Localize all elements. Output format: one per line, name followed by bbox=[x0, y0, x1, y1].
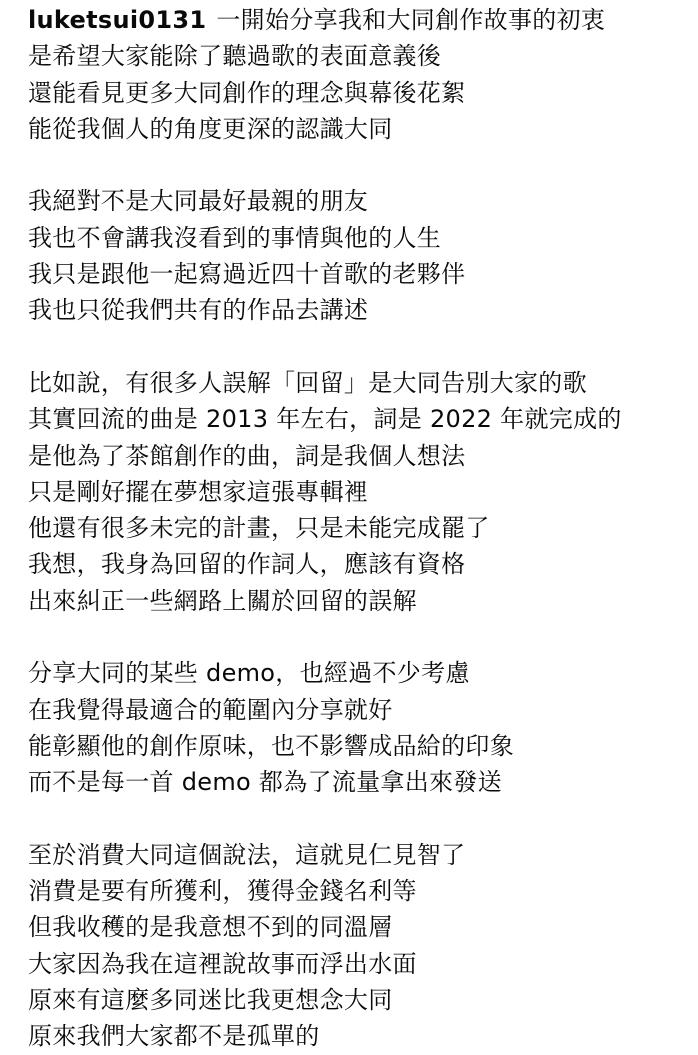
caption-line: 能從我個人的角度更深的認識大同 bbox=[28, 114, 393, 143]
caption-line bbox=[28, 2, 696, 38]
post-caption bbox=[28, 2, 696, 1055]
caption-line: 只是剛好擺在夢想家這張專輯裡 bbox=[28, 477, 369, 506]
caption-line: 我只是跟他一起寫過近四十首歌的老夥伴 bbox=[28, 260, 466, 289]
caption-line: 還能看見更多大同創作的理念與幕後花絮 bbox=[28, 78, 466, 107]
caption-line: 原來有這麼多同迷比我更想念大同 bbox=[28, 986, 393, 1015]
caption-line: 分享大同的某些 demo，也經過不少考慮 bbox=[28, 659, 470, 688]
caption-line: 而不是每一首 demo 都為了流量拿出來發送 bbox=[28, 768, 502, 797]
caption-line: 我也只從我們共有的作品去講述 bbox=[28, 296, 369, 325]
caption-line: 在我覺得最適合的範圍內分享就好 bbox=[28, 695, 393, 724]
paragraph-spacer bbox=[28, 619, 696, 655]
caption-line: 出來糾正一些網路上關於回留的誤解 bbox=[28, 586, 417, 615]
caption-line: 我也不會講我沒看到的事情與他的人生 bbox=[28, 223, 442, 252]
paragraph-spacer bbox=[28, 329, 696, 365]
caption-line: 他還有很多未完的計畫，只是未能完成罷了 bbox=[28, 514, 490, 543]
caption-line: 原來我們大家都不是孤單的 bbox=[28, 1022, 320, 1051]
caption-line: 消費是要有所獲利，獲得金錢名利等 bbox=[28, 877, 417, 906]
caption-line: 是他為了茶館創作的曲，詞是我個人想法 bbox=[28, 441, 466, 470]
username-link[interactable]: luketsui0131 bbox=[28, 6, 207, 34]
caption-line: 大家因為我在這裡說故事而浮出水面 bbox=[28, 949, 417, 978]
caption-line: 比如說，有很多人誤解「回留」是大同告別大家的歌 bbox=[28, 368, 587, 397]
paragraph-spacer bbox=[28, 147, 696, 183]
caption-line: 能彰顯他的創作原味，也不影響成品給的印象 bbox=[28, 731, 514, 760]
caption-line: 但我收穫的是我意想不到的同溫層 bbox=[28, 913, 393, 942]
caption-text: 一開始分享我和大同創作故事的初衷 bbox=[216, 6, 606, 34]
paragraph-spacer bbox=[28, 801, 696, 837]
caption-line: 至於消費大同這個說法，這就見仁見智了 bbox=[28, 840, 466, 869]
caption-line: 我絕對不是大同最好最親的朋友 bbox=[28, 187, 369, 216]
caption-line: 其實回流的曲是 2013 年左右，詞是 2022 年就完成的 bbox=[28, 405, 622, 434]
caption-line: 是希望大家能除了聽過歌的表面意義後 bbox=[28, 42, 442, 71]
caption-line: 我想，我身為回留的作詞人，應該有資格 bbox=[28, 550, 466, 579]
